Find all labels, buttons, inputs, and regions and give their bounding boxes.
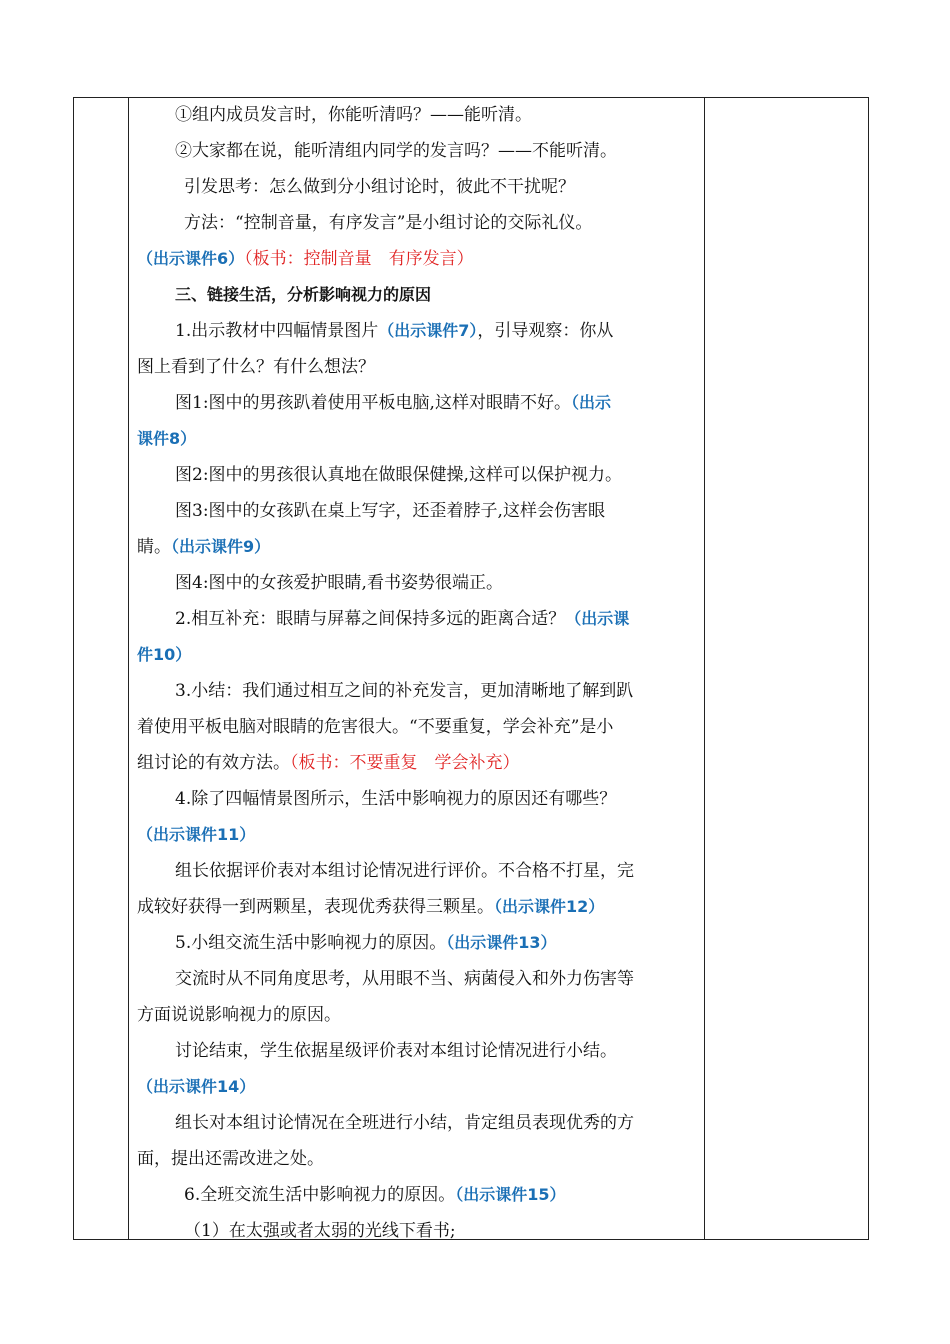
blackboard-note: （板书：控制音量 有序发言） [244,249,474,269]
blackboard-note: （板书：不要重复 学会补充） [290,753,520,773]
text-line: 交流时从不同角度思考，从用眼不当、病菌侵入和外力伤害等 [175,969,634,989]
courseware-note: （出示课件7） [378,321,478,340]
text-line [137,1069,702,1105]
text-line [137,637,702,673]
courseware-note: （出示课件14） [137,1077,256,1096]
text-line: 4.除了四幅情景图所示，生活中影响视力的原因还有哪些？ [175,789,617,809]
text-line: 面，提出还需改进之处。 [137,1149,324,1169]
text-line: 方面说说影响视力的原因。 [137,1005,341,1025]
courseware-note: （出示课件11） [137,825,256,844]
courseware-note: （出示课件13） [446,933,557,952]
text-line: （1）在太强或者太弱的光线下看书; [184,1221,456,1241]
text-line: 图上看到了什么？有什么想法？ [137,357,375,377]
courseware-note: （出示课件12） [494,897,605,916]
text-line: 2.相互补充：眼睛与屏幕之间保持多远的距离合适？（出示课 [175,609,630,629]
text-line: 图3:图中的女孩趴在桌上写字，还歪着脖子,这样会伤害眼 [175,501,605,521]
text-line: 讨论结束，学生依据星级评价表对本组讨论情况进行小结。 [175,1041,617,1061]
courseware-note: （出示课件15） [455,1185,566,1204]
section-heading: 三、链接生活，分析影响视力的原因 [175,285,432,304]
lesson-content [137,97,702,1249]
courseware-note: （出示课件6） [137,249,245,268]
courseware-note: （出示 [570,393,611,412]
text-line [137,817,702,853]
text-line: ①组内成员发言时，你能听清吗？——能听清。 [175,105,532,125]
text-line [137,421,702,457]
text-line: 3.小结：我们通过相互之间的补充发言，更加清晰地了解到趴 [175,681,634,701]
text-line: 着使用平板电脑对眼睛的危害很大。“不要重复，学会补充”是小 [137,717,614,737]
text-line: 引发思考：怎么做到分小组讨论时，彼此不干扰呢？ [184,177,575,197]
courseware-note: （出示课件9） [171,537,271,556]
text-line: 5.小组交流生活中影响视力的原因。（出示课件13） [175,933,557,953]
text-line: 图4:图中的女孩爱护眼睛,看书姿势很端正。 [175,573,503,593]
courseware-note: 件10） [137,645,192,664]
text-line: ②大家都在说，能听清组内同学的发言吗？——不能听清。 [175,141,617,161]
text-line [137,241,702,277]
courseware-note: 课件8） [137,429,197,448]
text-line: 方法：“控制音量，有序发言”是小组讨论的交际礼仪。 [184,213,593,233]
column-divider-2 [704,98,705,1239]
text-line: 1.出示教材中四幅情景图片（出示课件7），引导观察：你从 [175,321,614,341]
text-line: 组讨论的有效方法。（板书：不要重复 学会补充） [137,753,520,773]
courseware-note: （出示课 [565,609,630,628]
text-line: 组长依据评价表对本组讨论情况进行评价。不合格不打星，完 [175,861,634,881]
text-line: 成较好获得一到两颗星，表现优秀获得三颗星。（出示课件12） [137,897,605,917]
text-line: 图2:图中的男孩很认真地在做眼保健操,这样可以保护视力。 [175,465,622,485]
text-line: 图1:图中的男孩趴着使用平板电脑,这样对眼睛不好。（出示 [175,393,611,413]
column-divider-1 [128,98,129,1239]
text-line: 睛。（出示课件9） [137,537,271,557]
text-line: 组长对本组讨论情况在全班进行小结，肯定组员表现优秀的方 [175,1113,634,1133]
text-line: 6.全班交流生活中影响视力的原因。（出示课件15） [184,1185,566,1205]
